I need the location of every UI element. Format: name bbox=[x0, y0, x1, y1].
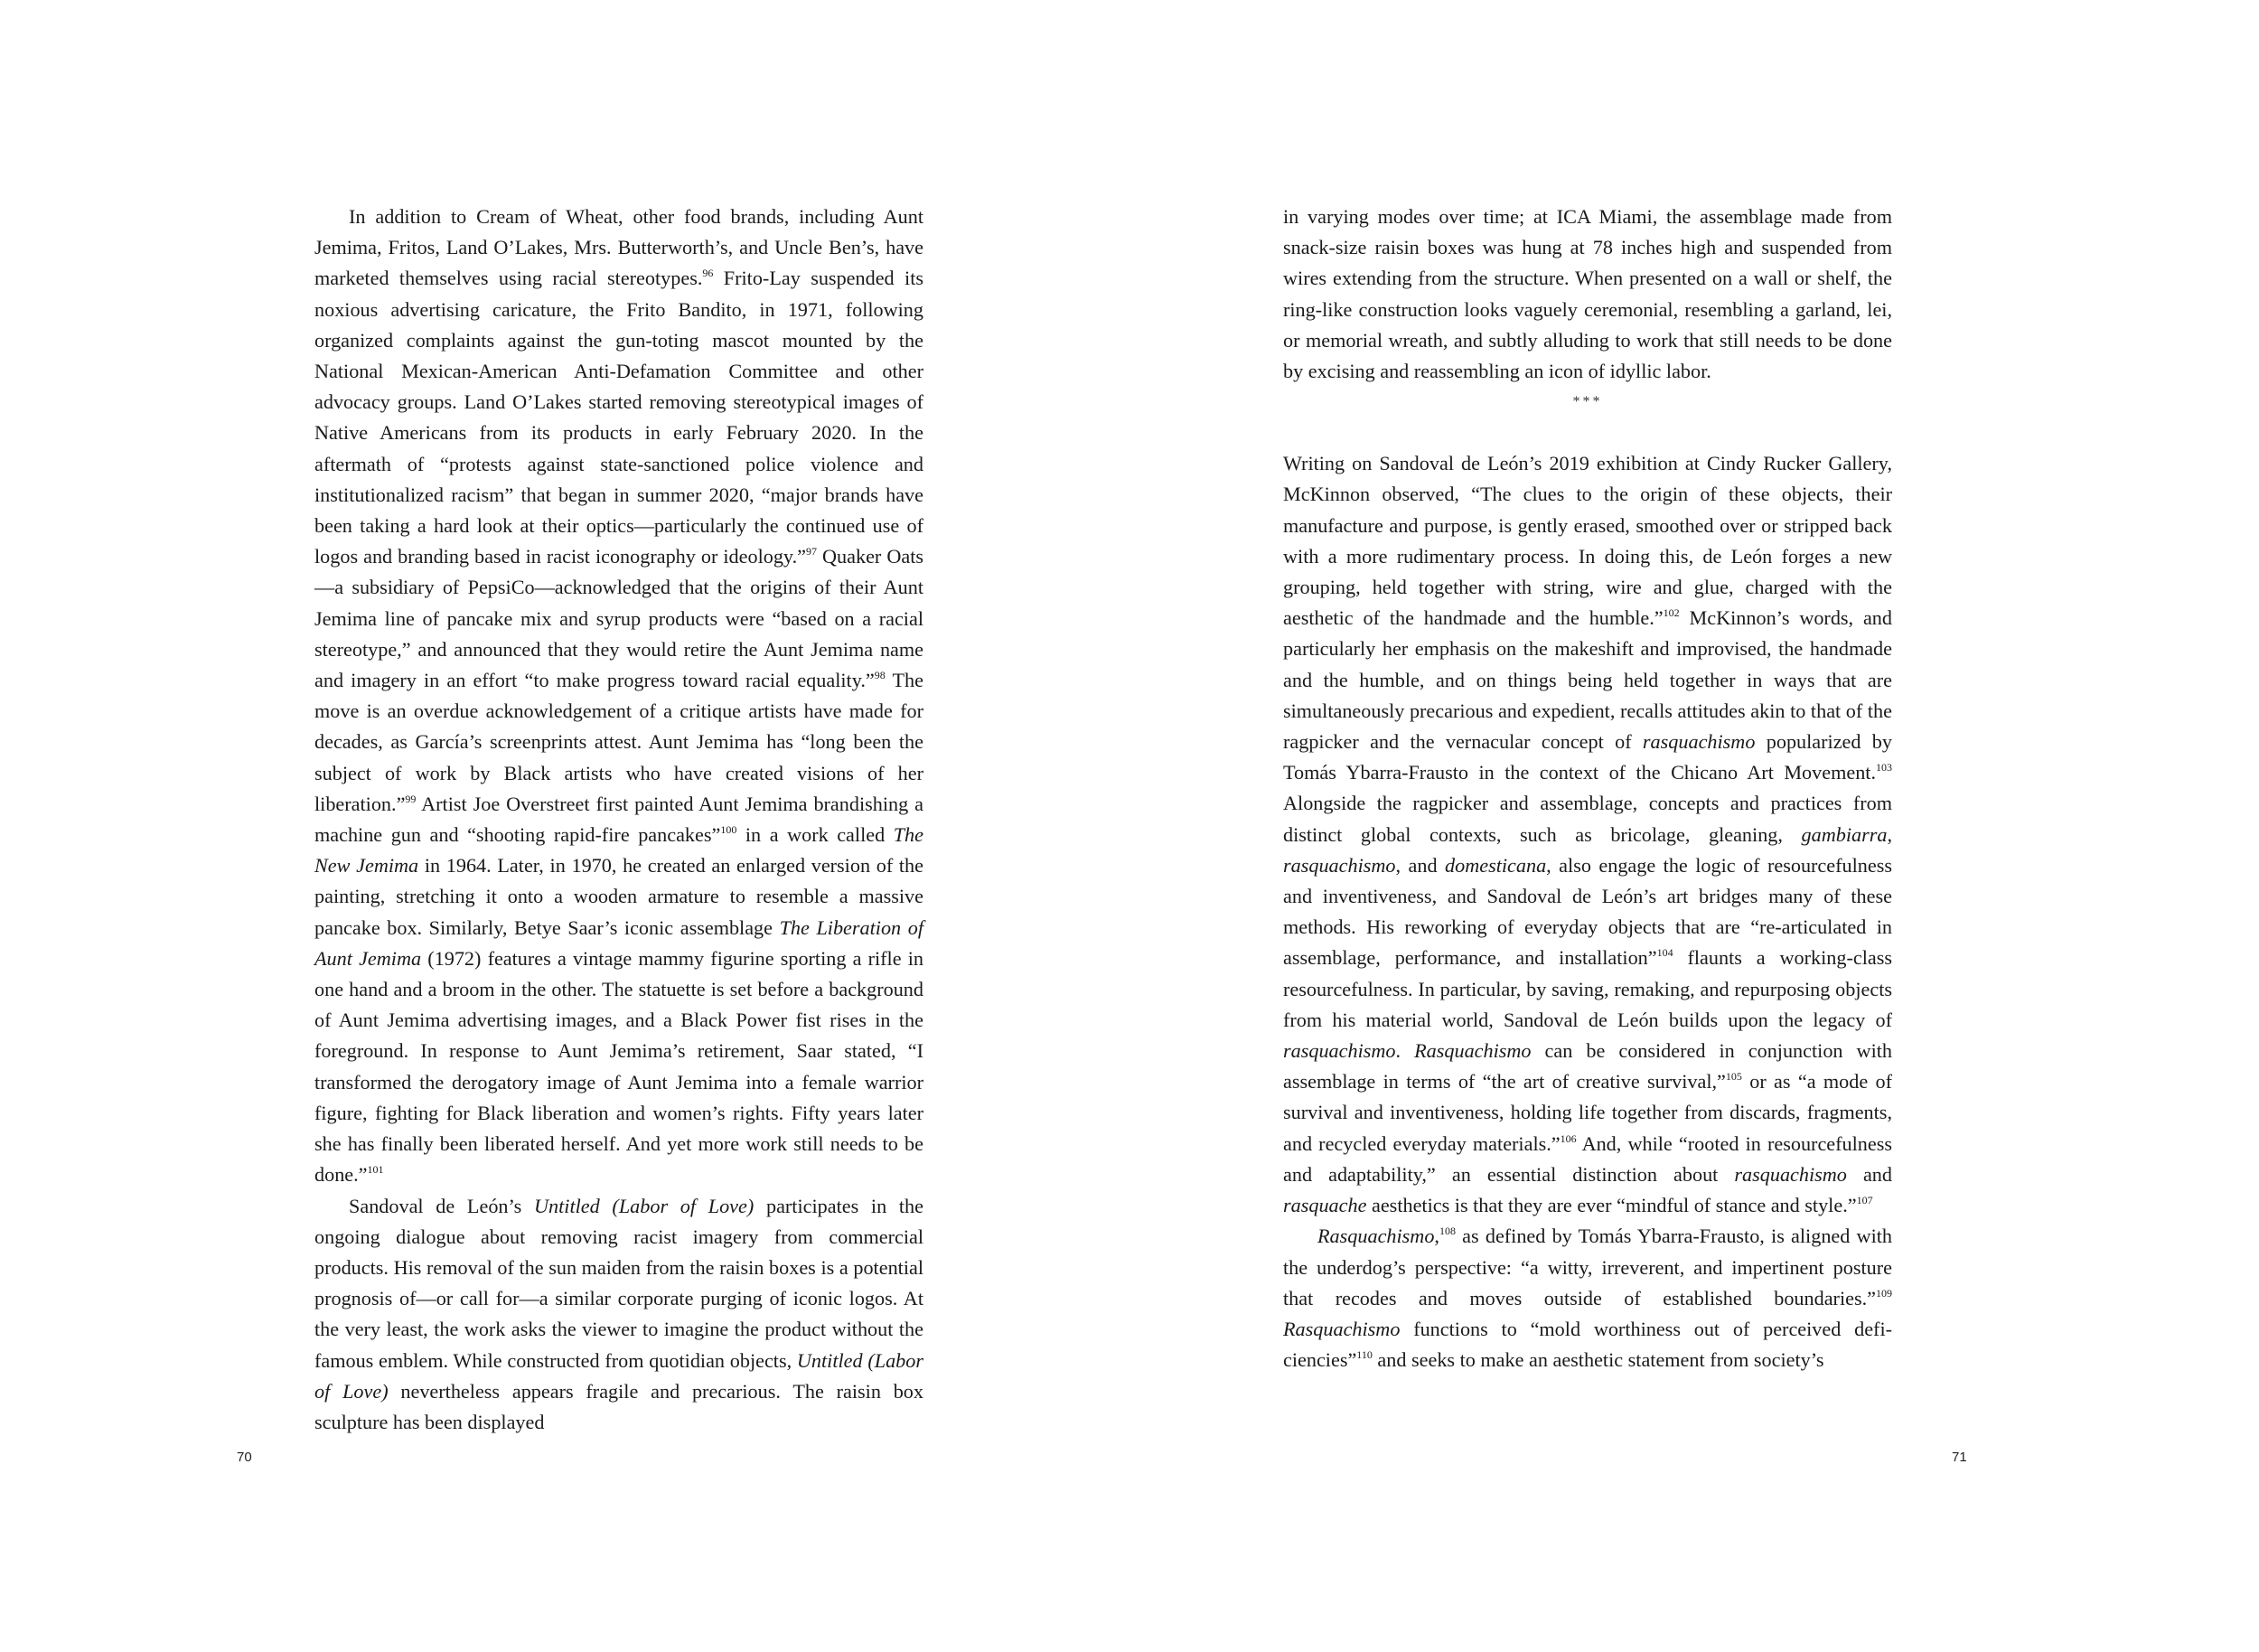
footnote-ref: 108 bbox=[1439, 1225, 1456, 1238]
footnote-ref: 110 bbox=[1356, 1348, 1373, 1362]
right-page bbox=[1130, 0, 2259, 1652]
footnote-ref: 106 bbox=[1560, 1131, 1577, 1145]
paragraph: Writing on Sandoval de León’s 2019 exhibition at Cindy Rucker Gallery, McKinnon observed, “The clues to the origin of these objects, their manufacture and purpose, is gently erased, smoothed over or stripped back with a more rudimentary process. In doing this, de León forges a new grouping, held together with string, wire and glue, charged with the aesthetic of the handmade and the humble.”$^{102}$ McKinnon’s words, and particularly her emphasis on the makeshift and improvised, the handmade and the humble, and on things being held together in ways that are simultaneously precarious and expedient, recalls attitudes akin to that of the ragpicker and the vernacular concept of rasquachismo popularized by Tomás Ybarra-Frausto in the context of the Chicano Art Movement.$^{103}$ Alongside the ragpicker and assemblage, concepts and practices from distinct global contexts, such as bricolage, gleaning, gambiarra, rasquachismo, and domesticana, also engage the logic of resourcefulness and inventiveness, and Sandoval de León’s art bridges many of these methods. His reworking of everyday objects that are “re-articulated in assemblage, performance, and installation”$^{104}$ flaunts a working-class resourcefulness. In particular, by saving, remaking, and repurposing objects from his material world, Sandoval de León builds upon the legacy of rasquachismo. Rasquachismo can be considered in conjunction with assemblage in terms of “the art of creative survival,”$^{105}$ or as “a mode of survival and inventiveness, holding life together from discards, fragments, and recycled everyday materials.”$^{106}$ And, while “rooted in resourcefulness and adaptability,” an essential distinction about rasquachismo and rasquache aesthetics is that they are ever “mindful of stance and style.”$^{107}$ bbox=[1283, 452, 1892, 1217]
paragraph: Rasquachismo,$^{108}$ as defined by Tomás Ybarra-Frausto, is aligned with the underdog’s perspective: “a witty, irreverent, and impertinent posture that recodes and moves outside of established boundaries.”$^{109}$ Rasquachismo functions to “mold worthiness out of perceived deficiencies”$^{110}$ and seeks to make an aesthetic statement from society’s bbox=[1283, 1225, 1892, 1372]
footnote-ref: 103 bbox=[1876, 761, 1892, 774]
footnote-ref: 99 bbox=[405, 792, 417, 805]
footnote-ref: 105 bbox=[1725, 1070, 1742, 1084]
footnote-ref: 104 bbox=[1656, 946, 1673, 960]
paragraph: Sandoval de León’s Untitled (Labor of Love) participates in the ongoing dialogue about removing racist imagery from commercial products. His removal of the sun maiden from the raisin boxes is a potential prognosis of—or call for—a similar corporate purging of iconic logos. At the very least, the work asks the viewer to imagine the product without the famous emblem. While constructed from quotidian objects, Untitled (Labor of Love) nevertheless appears fragile and precarious. The raisin box sculpture has been displayed bbox=[314, 1194, 923, 1433]
footnote-ref: 100 bbox=[720, 823, 737, 837]
page-number: 71 bbox=[1952, 1450, 1967, 1465]
footnote-ref: 98 bbox=[874, 669, 886, 682]
footnote-ref: 97 bbox=[805, 545, 817, 558]
section-break: *** bbox=[1572, 394, 1603, 410]
left-page-text bbox=[314, 202, 923, 1438]
paragraph: in varying modes over time; at ICA Miami, the assemblage made from snack-size raisin boxes was hung at 78 inches high and suspended from wires extending from the structure. When presented on a wall or shelf, the ring-like construction looks vaguely ceremonial, resembling a garland, lei, or memorial wreath, and subtly alluding to work that still needs to be done by excising and reassembling an icon of idyllic labor. bbox=[1283, 205, 1892, 383]
paragraph: In addition to Cream of Wheat, other food brands, including Aunt Jemima, Fritos, Land O’Lakes, Mrs. Butterworth’s, and Uncle Ben’s, have marketed themselves using racial stereotypes.$^{96}$ Frito-Lay suspended its noxious advertising caricature, the Frito Bandito, in 1971, following organized complaints against the gun-toting mascot mounted by the National Mexican-American Anti-Defamation Committee and other advocacy groups. Land O’Lakes started removing stereotypical images of Native Americans from its products in early February 2020. In the aftermath of “protests against state-sanctioned police violence and institutionalized racism” that began in summer 2020, “major brands have been taking a hard look at their optics—particularly the continued use of logos and branding based in racist iconography or ideology.”$^{97}$ Quaker Oats—a subsidiary of PepsiCo—acknowledged that the origins of their Aunt Jemima line of pancake mix and syrup products were “based on a racial stereotype,” and announced that they would retire the Aunt Jemima name and imagery in an effort “to make progress toward racial equality.”$^{98}$ The move is an overdue acknowledgement of a critique artists have made for decades, as García’s screenprints attest. Aunt Jemima has “long been the subject of work by Black artists who have created visions of her liberation.”$^{99}$ Artist Joe Overstreet first painted Aunt Jemima brandishing a machine gun and “shooting rapid-fire pancakes”$^{100}$ in a work called The New Jemima in 1964. Later, in 1970, he created an enlarged version of the painting, stretching it onto a wooden armature to resemble a massive pancake box. Similarly, Betye Saar’s iconic assemblage The Liberation of Aunt Jemima (1972) features a vintage mammy figurine sporting a rifle in one hand and a broom in the other. The statuette is set before a background of Aunt Jemima advertising images, and a Black Power fist rises in the foreground. In response to Aunt Jemima’s retirement, Saar stated, “I transformed the derogatory image of Aunt Jemima into a female warrior figure, fighting for Black liberation and women’s rights. Fifty years later she has finally been liberated herself. And yet more work still needs to be done.”$^{101}$ bbox=[314, 205, 923, 1187]
footnote-ref: 107 bbox=[1856, 1194, 1873, 1207]
page-number: 70 bbox=[237, 1450, 252, 1465]
footnote-ref: 96 bbox=[702, 267, 714, 280]
footnote-ref: 102 bbox=[1663, 606, 1680, 620]
footnote-ref: 109 bbox=[1876, 1286, 1892, 1300]
footnote-ref: 101 bbox=[367, 1163, 384, 1177]
right-page-text bbox=[1283, 202, 1892, 1375]
